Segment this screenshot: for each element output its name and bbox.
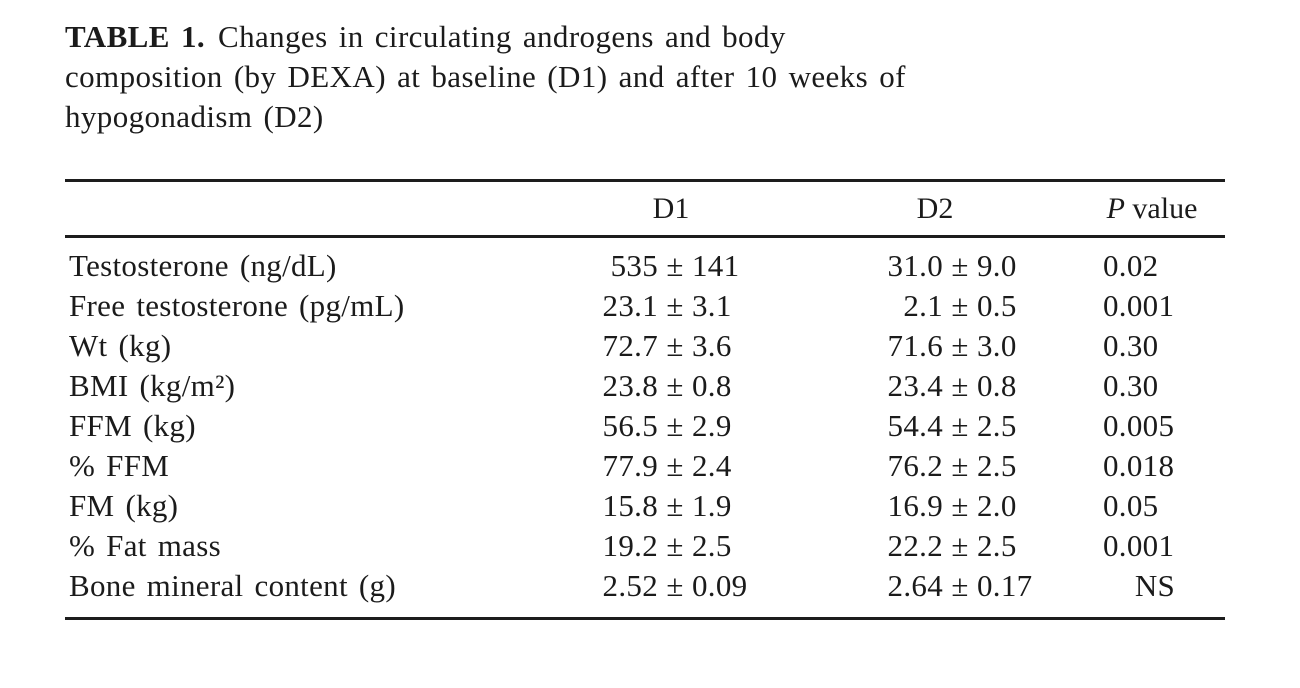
- p-value: 0.001: [1103, 528, 1175, 563]
- table-row: [65, 406, 1225, 446]
- p-value: 0.018: [1103, 448, 1175, 483]
- plus-minus-sign: ±: [951, 368, 969, 403]
- plus-minus-sign: ±: [951, 328, 969, 363]
- p-value-word: value: [1124, 191, 1198, 225]
- plus-minus-sign: ±: [666, 328, 684, 363]
- d2-value: 16.9 ± 2.0: [808, 486, 1085, 526]
- plus-minus-sign: ±: [666, 248, 684, 283]
- plus-minus-sign: ±: [951, 448, 969, 483]
- d1-value: 23.8 ± 0.8: [508, 366, 808, 406]
- table-caption: [65, 17, 1185, 137]
- d2-value: 31.0 ± 9.0: [808, 246, 1085, 286]
- d1-value: 15.8 ± 1.9: [508, 486, 808, 526]
- row-label: % FFM: [69, 448, 170, 483]
- plus-minus-sign: ±: [951, 288, 969, 323]
- column-header-d2: D2: [916, 191, 954, 225]
- d1-value: 56.5 ± 2.9: [508, 406, 808, 446]
- plus-minus-sign: ±: [951, 408, 969, 443]
- d1-value: 72.7 ± 3.6: [508, 326, 808, 366]
- caption-line-2: composition (by DEXA) at baseline (D1) and after 10 weeks of: [65, 59, 906, 94]
- table-row: [65, 246, 1225, 286]
- plus-minus-sign: ±: [951, 248, 969, 283]
- p-symbol: P: [1106, 191, 1125, 225]
- plus-minus-sign: ±: [951, 488, 969, 523]
- d1-value: 19.2 ± 2.5: [508, 526, 808, 566]
- plus-minus-sign: ±: [666, 488, 684, 523]
- row-label: % Fat mass: [69, 528, 221, 563]
- plus-minus-sign: ±: [951, 528, 969, 563]
- p-value: 0.30: [1103, 368, 1159, 403]
- table-row: [65, 526, 1225, 566]
- p-value: NS: [1134, 568, 1176, 603]
- plus-minus-sign: ±: [666, 368, 684, 403]
- table-row: [65, 566, 1225, 606]
- table-row: [65, 486, 1225, 526]
- plus-minus-sign: ±: [666, 408, 684, 443]
- d2-value: 71.6 ± 3.0: [808, 326, 1085, 366]
- table-body: [65, 238, 1225, 617]
- d1-value: 77.9 ± 2.4: [508, 446, 808, 486]
- caption-line-1: [65, 17, 1185, 57]
- table-header-row: [65, 182, 1225, 235]
- row-label: FM (kg): [69, 488, 179, 523]
- d1-value: 23.1 ± 3.1: [508, 286, 808, 326]
- column-header-d1: D1: [652, 191, 690, 225]
- plus-minus-sign: ±: [666, 528, 684, 563]
- p-value: 0.02: [1103, 248, 1159, 283]
- table-1-block: [65, 0, 1225, 620]
- row-label: BMI (kg/m²): [69, 368, 236, 403]
- d2-value: 2.1 ± 0.5: [808, 286, 1085, 326]
- plus-minus-sign: ±: [666, 288, 684, 323]
- d2-value: 2.64 ± 0.17: [808, 566, 1085, 606]
- row-label: Wt (kg): [69, 328, 172, 363]
- table-bottom-rule: [65, 617, 1225, 620]
- table-row: [65, 366, 1225, 406]
- caption-line-3: hypogonadism (D2): [65, 99, 324, 134]
- table-number-label: TABLE 1.: [65, 19, 205, 54]
- p-value: 0.30: [1103, 328, 1159, 363]
- row-label: Bone mineral content (g): [69, 568, 396, 603]
- column-header-p-value: [1085, 192, 1225, 226]
- d2-value: 76.2 ± 2.5: [808, 446, 1085, 486]
- table-row: [65, 286, 1225, 326]
- caption-text-1: Changes in circulating androgens and body: [218, 19, 786, 54]
- p-value: 0.05: [1103, 488, 1159, 523]
- plus-minus-sign: ±: [951, 568, 969, 603]
- table-row: [65, 446, 1225, 486]
- row-label: FFM (kg): [69, 408, 196, 443]
- p-value: 0.005: [1103, 408, 1175, 443]
- plus-minus-sign: ±: [666, 448, 684, 483]
- row-label: Free testosterone (pg/mL): [69, 288, 405, 323]
- d2-value: 54.4 ± 2.5: [808, 406, 1085, 446]
- d2-value: 22.2 ± 2.5: [808, 526, 1085, 566]
- d1-value: 535 ± 141: [508, 246, 808, 286]
- table-row: [65, 326, 1225, 366]
- d1-value: 2.52 ± 0.09: [508, 566, 808, 606]
- p-value: 0.001: [1103, 288, 1175, 323]
- plus-minus-sign: ±: [666, 568, 684, 603]
- d2-value: 23.4 ± 0.8: [808, 366, 1085, 406]
- row-label: Testosterone (ng/dL): [69, 248, 337, 283]
